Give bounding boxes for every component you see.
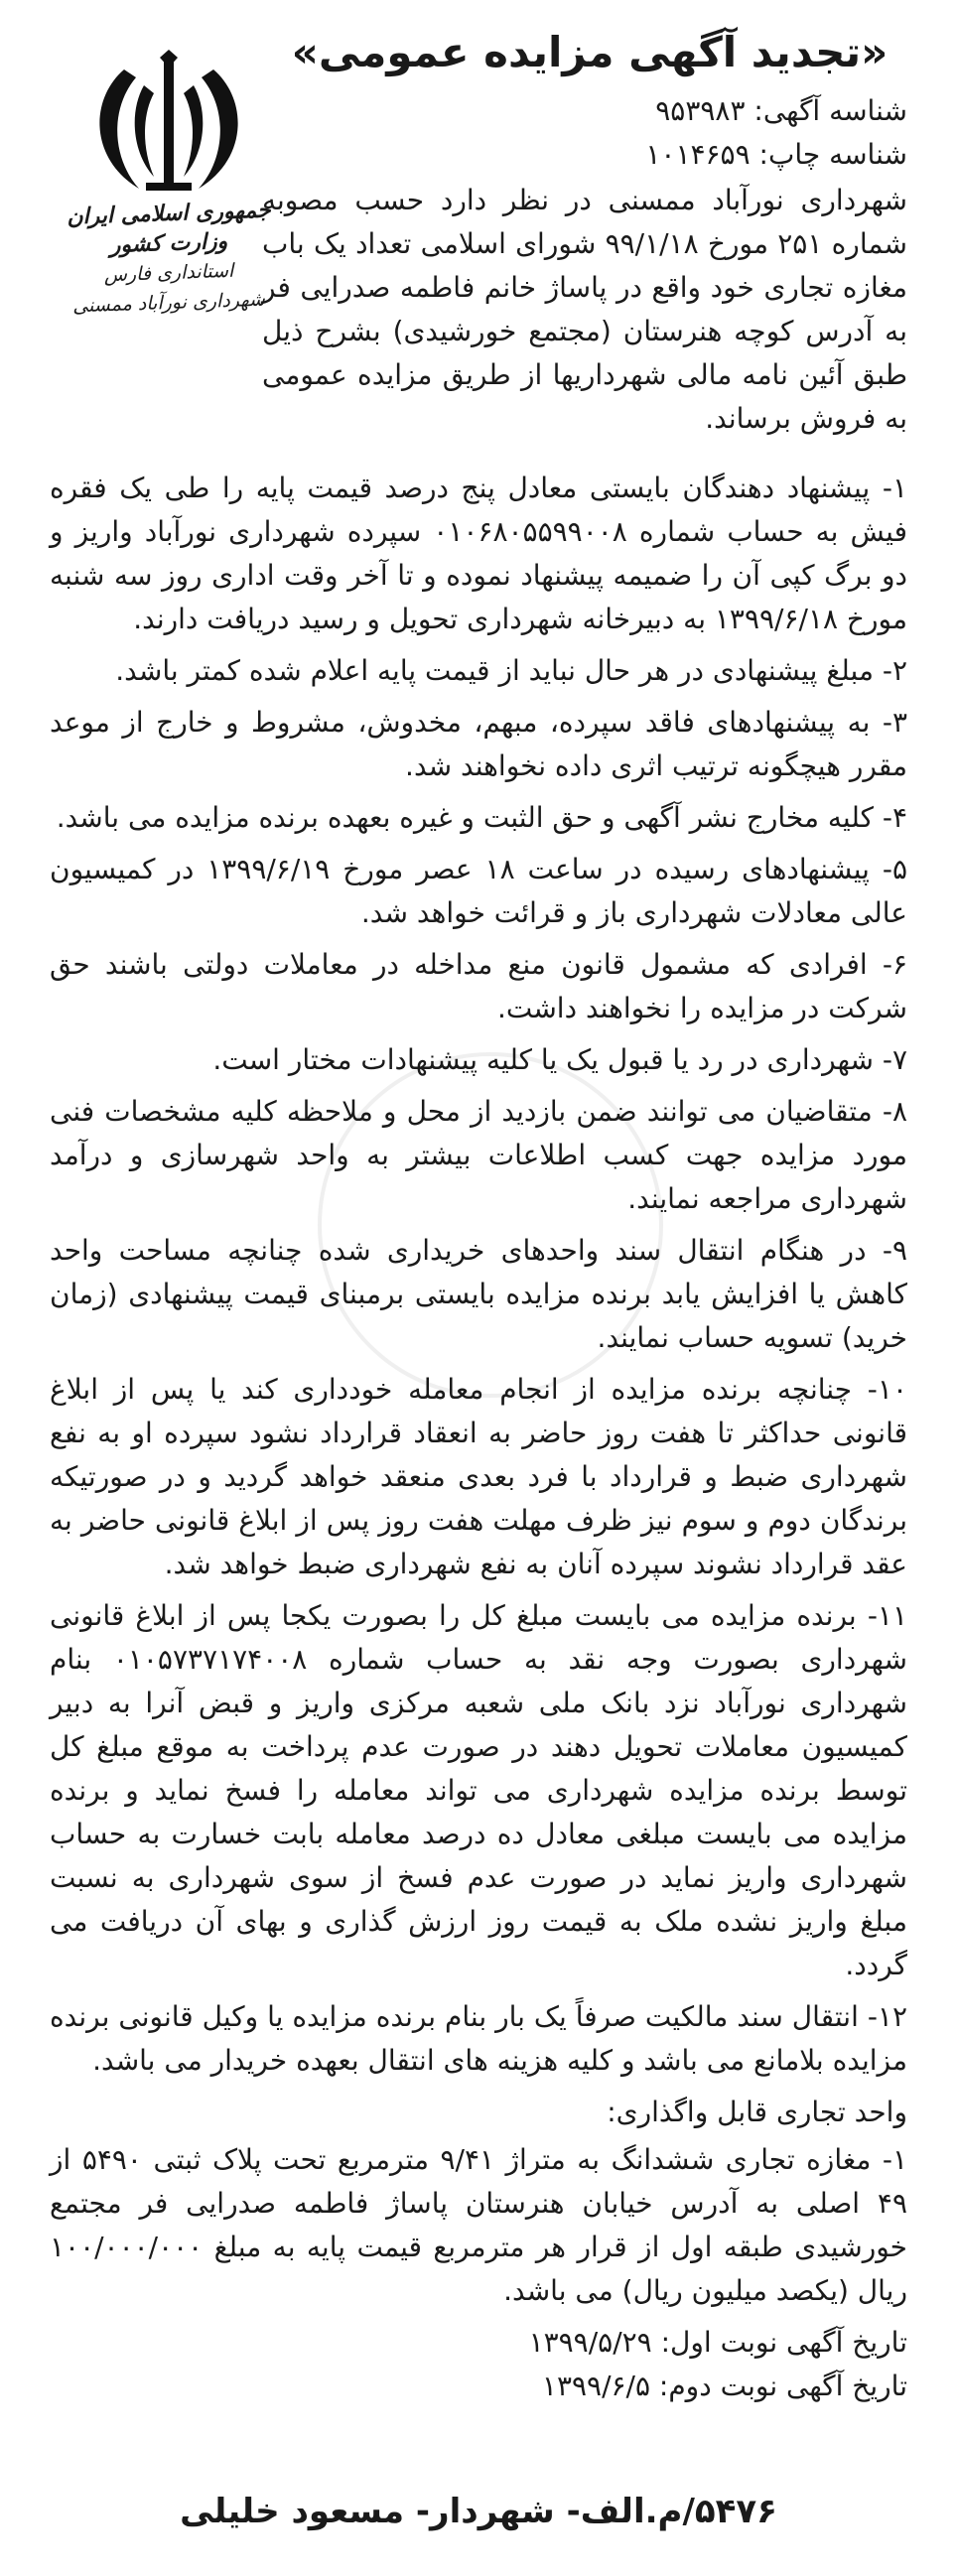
date-second: تاریخ آگهی نوبت دوم: ۱۳۹۹/۶/۵ xyxy=(541,2370,907,2402)
condition-item: ۱۲- انتقال سند مالکیت صرفاً یک بار بنام برنده مزایده یا وکیل قانونی برنده مزایده بلامانع می باشد و کلیه هزینه های انتقال بعهده خریدار می باشد. xyxy=(50,2000,907,2077)
emblem-line-4: شهرداری نورآباد ممسنی xyxy=(71,288,266,318)
units-heading: واحد تجاری قابل واگذاری: xyxy=(607,2096,907,2128)
unit-item: ۱- مغازه تجاری ششدانگ به متراژ ۹/۴۱ مترمربع تحت پلاک ثبتی ۵۴۹۰ از ۴۹ اصلی به آدرس خیابان هنرستان پاساژ فاطمه صدرایی فر مجتمع خورشیدی طبقه اول از قرار هر مترمربع قیمت پایه به مبلغ ۱۰۰/۰۰۰/۰۰۰ ریال (یکصد میلیون ریال) می باشد. xyxy=(50,2143,908,2307)
condition-item: ۷- شهرداری در رد یا قبول یک یا کلیه پیشنهادات مختار است. xyxy=(212,1043,907,1076)
emblem-line-1: جمهوری اسلامی ایران xyxy=(66,197,272,230)
iran-emblem-icon xyxy=(84,50,253,199)
condition-item: ۹- در هنگام انتقال سند واحدهای خریداری شده چنانچه مساحت واحد کاهش یا افزایش یابد برنده مزایده بایستی برمبنای قیمت پیشنهادی (زمان خرید) تسویه حساب نمایند. xyxy=(50,1234,907,1354)
ad-id: شناسه آگهی: ۹۵۳۹۸۳ xyxy=(655,94,907,127)
condition-item: ۴- کلیه مخارج نشر آگهی و حق الثبت و غیره بعهده برنده مزایده می باشد. xyxy=(56,801,907,834)
intro-paragraph: شهرداری نورآباد ممسنی در نظر دارد حسب مصوبه شماره ۲۵۱ مورخ ۹۹/۱/۱۸ شورای اسلامی تعداد یک باب مغازه تجاری خود واقع در پاساژ خانم فاطمه صدرایی فر به آدرس کوچه هنرستان (مجتمع خورشیدی) بشرح ذیل طبق آئین نامه مالی شهرداریها از طریق مزایده عمومی به فروش برساند. xyxy=(262,184,907,435)
signature-line: ۵۴۷۶/م.الف- شهردار- مسعود خلیلی xyxy=(180,2492,777,2531)
condition-item: ۶- افرادی که مشمول قانون منع مداخله در معاملات دولتی باشند حق شرکت در مزایده را نخواهند داشت. xyxy=(50,948,907,1024)
condition-item: ۸- متقاضیان می توانند ضمن بازدید از محل و ملاحظه کلیه مشخصات فنی مورد مزایده جهت کسب اطلاعات بیشتر به واحد شهرسازی و درآمد شهرداری مراجعه نمایند. xyxy=(50,1095,907,1215)
condition-item: ۲- مبلغ پیشنهادی در هر حال نباید از قیمت پایه اعلام شده کمتر باشد. xyxy=(115,654,907,687)
notice-title: «تجدید آگهی مزایده عمومی» xyxy=(291,28,889,76)
condition-item: ۵- پیشنهادهای رسیده در ساعت ۱۸ عصر مورخ ۱۳۹۹/۶/۱۹ در کمیسیون عالی معادلات شهرداری باز و قرائت خواهد شد. xyxy=(50,853,907,929)
condition-item: ۱۰- چنانچه برنده مزایده از انجام معامله خودداری کند یا پس از ابلاغ قانونی حداکثر تا هفت روز حاضر به انعقاد قرارداد نشود سپرده او به نفع شهرداری ضبط و قرارداد با فرد بعدی منعقد خواهد گردید و در صورتیکه برندگان دوم و سوم نیز ظرف مهلت هفت روز پس از ابلاغ قانونی حاضر به عقد قرارداد نشوند سپرده آنان به نفع شهرداری ضبط خواهد شد. xyxy=(50,1373,907,1580)
print-id: شناسه چاپ: ۱۰۱۴۶۵۹ xyxy=(645,138,907,171)
condition-item: ۱- پیشنهاد دهندگان بایستی معادل پنج درصد قیمت پایه را طی یک فقره فیش به حساب شماره ۰۱۰۶۸۰۵۵۹۹۰۰۸ سپرده شهرداری نورآباد واریز و دو برگ کپی آن را ضمیمه پیشنهاد نموده و تا آخر وقت اداری روز سه شنبه مورخ ۱۳۹۹/۶/۱۸ به دبیرخانه شهرداری تحویل و رسید دریافت دارند. xyxy=(50,472,907,635)
condition-item: ۳- به پیشنهادهای فاقد سپرده، مبهم، مخدوش، مشروط و خارج از موعد مقرر هیچگونه ترتیب اثری داده نخواهند شد. xyxy=(50,706,907,782)
conditions-body xyxy=(50,467,907,2408)
emblem-line-3: استانداری فارس xyxy=(103,259,234,287)
emblem-block xyxy=(60,50,278,367)
identifier-block xyxy=(332,89,907,177)
date-first: تاریخ آگهی نوبت اول: ۱۳۹۹/۵/۲۹ xyxy=(528,2326,907,2359)
notice-document xyxy=(20,20,937,2556)
emblem-line-2: وزارت کشور xyxy=(109,227,228,259)
condition-item: ۱۱- برنده مزایده می بایست مبلغ کل را بصورت یکجا پس از ابلاغ قانونی شهرداری بصورت وجه نقد به حساب شماره ۰۱۰۵۷۳۷۱۷۴۰۰۸ بنام شهرداری نورآباد نزد بانک ملی شعبه مرکزی واریز و قبض آنرا به دبیر کمیسیون معاملات تحویل دهند در صورت عدم پرداخت به موقع مبلغ کل توسط برنده مزایده شهرداری می تواند معامله را فسخ نماید و برنده مزایده می بایست مبلغی معادل ده درصد معامله بابت خسارت به حساب شهرداری واریز نماید در صورت عدم فسخ از سوی شهرداری به نسبت مبلغ واریز نشده ملک به قیمت روز ارزش گذاری و بهای آن دریافت می گردد. xyxy=(50,1599,907,1981)
